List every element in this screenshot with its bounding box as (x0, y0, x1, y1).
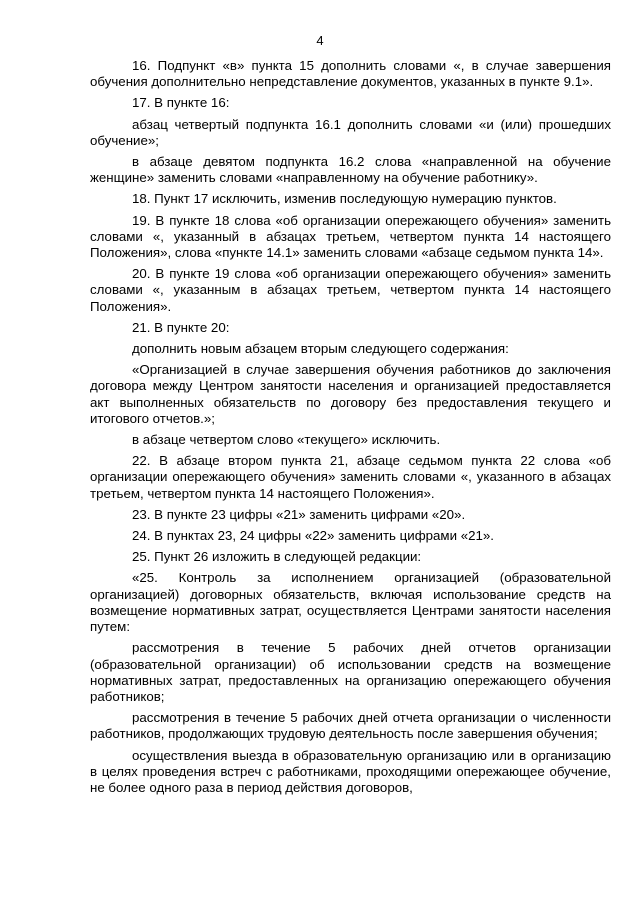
paragraph-25-item-1: рассмотрения в течение 5 рабочих дней отчетов организации (образовательной организации) об использовании средств на возмещение нормативных затрат, предоставленных на организацию опережающего обучения работников; (90, 640, 611, 704)
paragraph-25-item-3: осуществления выезда в образовательную организацию или в организацию в целях проведения встреч с работниками, проходящими опережающее обучение, не более одного раза в период действия договоров, (90, 747, 611, 795)
paragraph-25-quote: «25. Контроль за исполнением организацией (образовательной организацией) договорных обязательств, включая использование средств на возмещение нормативных затрат, осуществляется Центрами занятости населения путем: (90, 570, 611, 635)
paragraph-18: 18. Пункт 17 исключить, изменив последующую нумерацию пунктов. (132, 191, 557, 207)
paragraph-25-item-2: рассмотрения в течение 5 рабочих дней отчета организации о численности работников, продолжающих трудовую деятельность после завершения обучения; (90, 710, 611, 742)
paragraph-20: 20. В пункте 19 слова «об организации опережающего обучения» заменить словами «, указанным в абзацах третьем, четвертом пункта 14 настоящего Положения». (90, 266, 611, 314)
paragraph-21-quote: «Организацией в случае завершения обучения работников до заключения договора между Центром занятости населения и организацией предоставляется акт выполненных обязательств по договору без предоставления текущего и итогового отчетов.»; (90, 362, 611, 426)
paragraph-23: 23. В пункте 23 цифры «21» заменить цифрами «20». (132, 506, 466, 522)
paragraph-25: 25. Пункт 26 изложить в следующей редакции: (132, 549, 422, 565)
paragraph-21-item-2: в абзаце четвертом слово «текущего» исключить. (132, 432, 441, 448)
paragraph-21-item-1: дополнить новым абзацем вторым следующего содержания: (132, 341, 509, 357)
paragraph-16: 16. Подпункт «в» пункта 15 дополнить словами «, в случае завершения обучения дополнительно непредставление документов, указанных в пункте 9.1». (90, 58, 611, 90)
paragraph-17-item-2: в абзаце девятом подпункта 16.2 слова «направленной на обучение женщине» заменить словами «направленному на обучение работнику». (90, 154, 611, 186)
paragraph-19: 19. В пункте 18 слова «об организации опережающего обучения» заменить словами «, указанный в абзацах третьем, четвертом пункта 14 настоящего Положения», слова «пункте 14.1» заменить словами «абзаце седьмом пункта 14». (90, 212, 611, 261)
document-body (90, 58, 611, 801)
page-number: 4 (316, 33, 324, 48)
paragraph-21: 21. В пункте 20: (132, 319, 230, 335)
paragraph-22: 22. В абзаце втором пункта 21, абзаце седьмом пункта 22 слова «об организации опережающего обучения» заменить словами «, указанного в абзацах третьем, четвертом пункта 14 настоящего Положения». (90, 453, 611, 501)
paragraph-17: 17. В пункте 16: (132, 95, 230, 111)
paragraph-17-item-1: абзац четвертый подпункта 16.1 дополнить словами «и (или) прошедших обучение»; (90, 116, 611, 148)
paragraph-24: 24. В пунктах 23, 24 цифры «22» заменить цифрами «21». (132, 528, 494, 544)
